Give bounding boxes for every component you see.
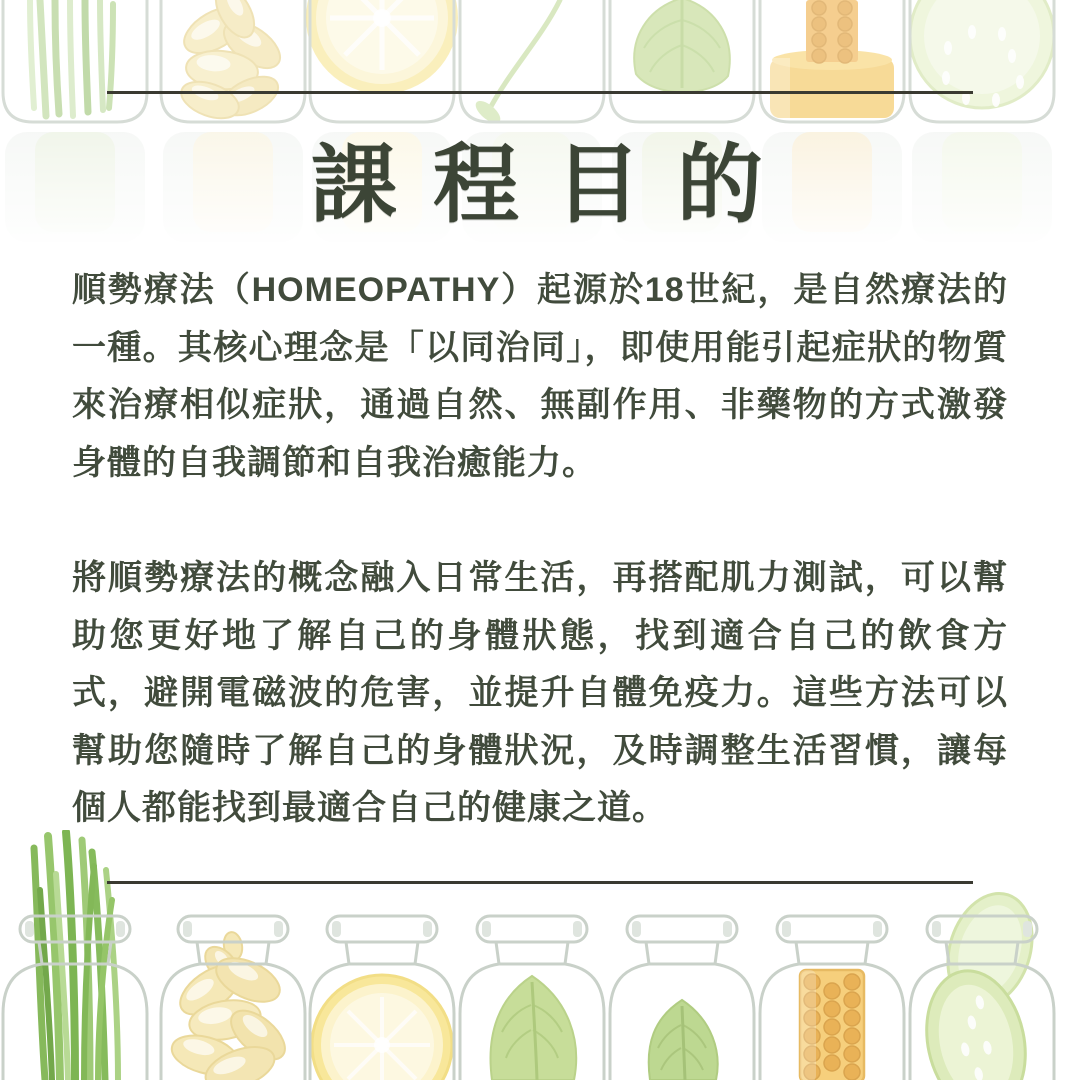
bottle-lemon-slice: [306, 0, 458, 122]
bottle-capsules: [161, 0, 305, 125]
bottle-cucumber: [910, 882, 1054, 1080]
bottle-capsules: [161, 916, 305, 1080]
bottle-leaf-stem: [460, 0, 604, 127]
page-title: 課 程 目 的: [311, 137, 769, 233]
paragraph-homeopathy-intro: 順勢療法（HOMEOPATHY）起源於18世紀，是自然療法的一種。其核心理念是「以同治同」，即使用能引起症狀的物質來治療相似症狀，通過自然、無副作用、非藥物的方式激發身體的自我調節和自我治癒能力。: [72, 271, 1008, 482]
body-text: [72, 262, 1008, 896]
bottle-cucumber: [910, 0, 1054, 122]
bottle-mint-leaf: [610, 916, 754, 1080]
paragraph-daily-life-benefits: 將順勢療法的概念融入日常生活，再搭配肌力測試，可以幫助您更好地了解自己的身體狀態，找到適合自己的飲食方式，避開電磁波的危害，並提升自體免疫力。這些方法可以幫助您隨時了解自己的身體狀況，及時調整生活習慣，讓每個人都能找到最適合自己的健康之道。: [72, 559, 1008, 827]
bottle-honeycomb: [760, 0, 904, 122]
bottle-wheatgrass: [3, 0, 147, 122]
bottle-green-leaf: [460, 916, 604, 1080]
bottle-lemon-slice: [310, 916, 454, 1080]
top-divider-line: [107, 91, 973, 94]
bottle-green-leaf: [610, 0, 754, 122]
bottle-honeycomb: [760, 916, 904, 1080]
